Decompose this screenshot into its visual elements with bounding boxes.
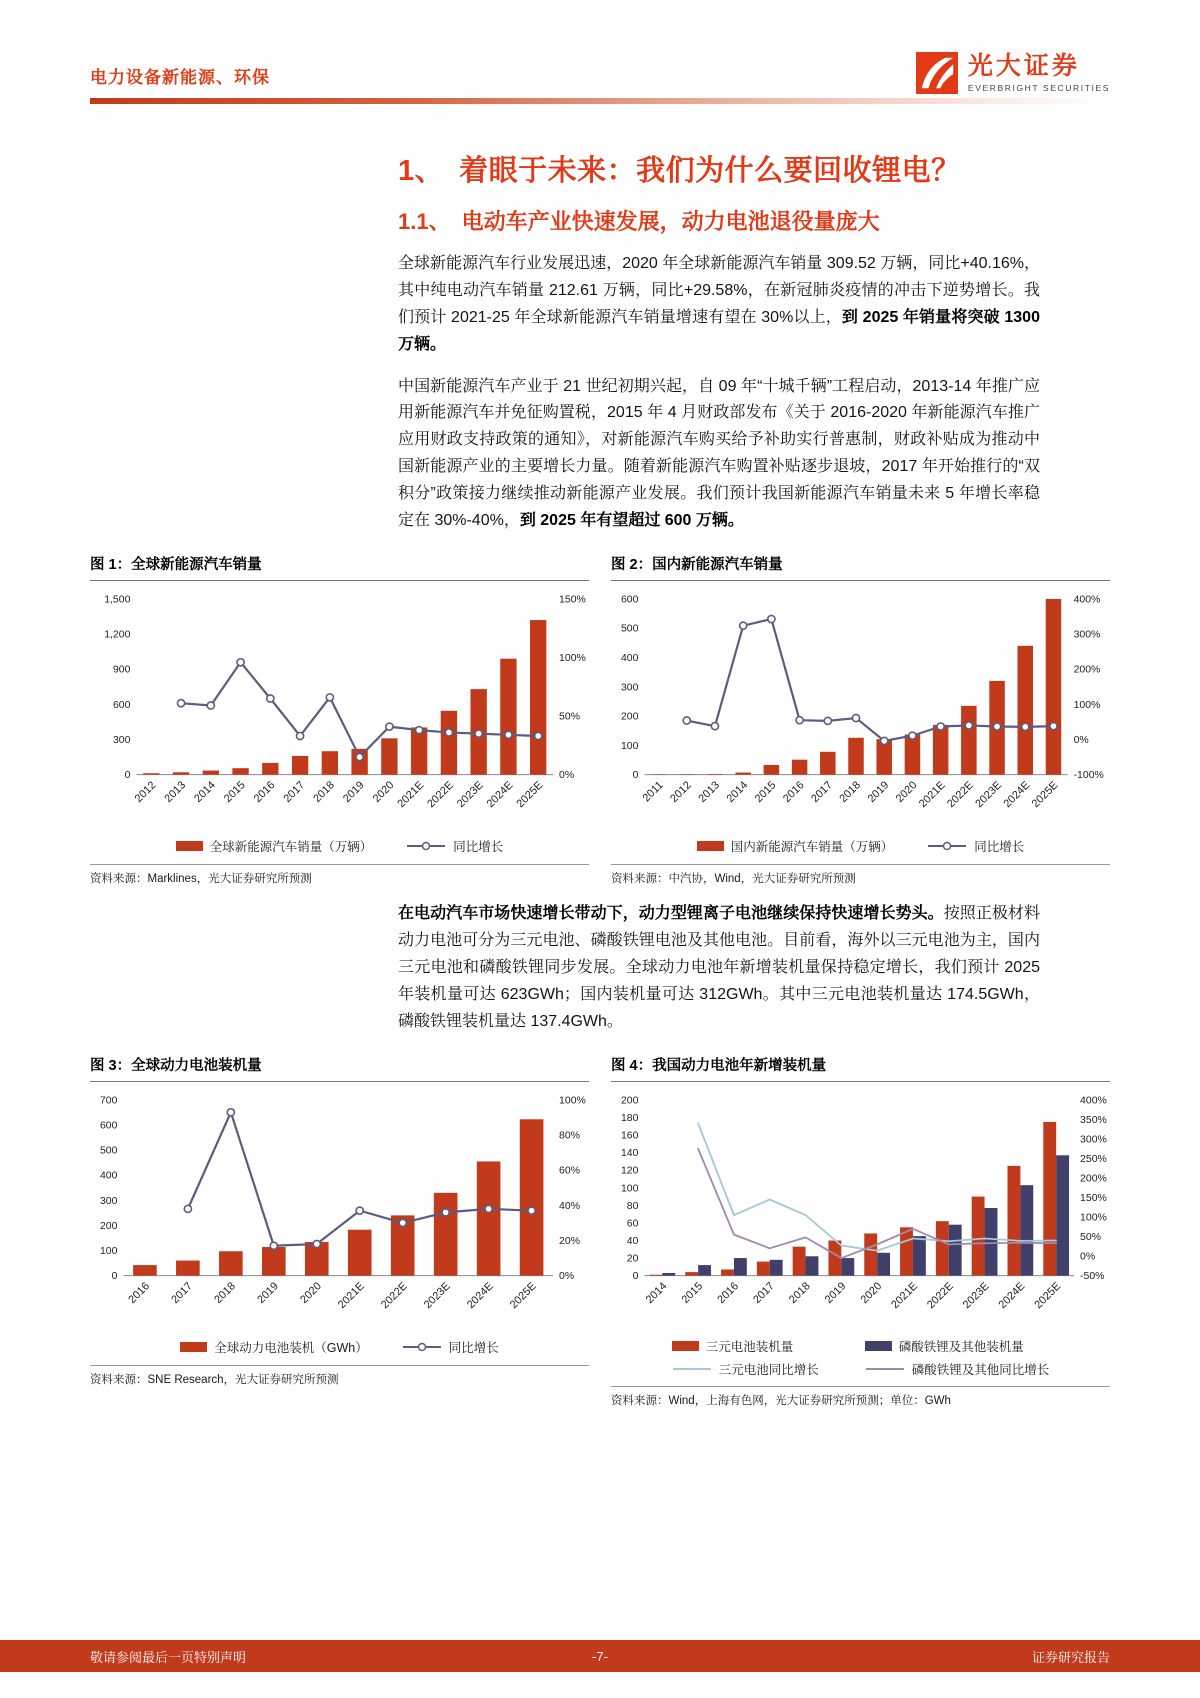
- svg-text:2021E: 2021E: [395, 778, 427, 810]
- svg-text:200: 200: [99, 1220, 118, 1232]
- legend-item: [180, 1338, 367, 1356]
- legend-label: 同比增长: [974, 840, 1025, 855]
- svg-text:1,500: 1,500: [104, 594, 131, 606]
- legend-item: [865, 1337, 1050, 1355]
- svg-text:60: 60: [626, 1218, 639, 1230]
- svg-text:2020: 2020: [893, 778, 920, 805]
- figure-4-legend: [611, 1337, 1110, 1378]
- svg-text:700: 700: [99, 1095, 118, 1107]
- figure-row-2: [90, 1054, 1110, 1409]
- svg-text:2019: 2019: [865, 778, 892, 805]
- figure-1: [90, 553, 589, 887]
- figure-3-chart: [90, 1086, 589, 1336]
- figure-4-caption: 图 4：我国动力电池年新增装机量: [611, 1054, 1110, 1082]
- svg-text:400%: 400%: [1073, 594, 1101, 606]
- legend-label: 同比增长: [453, 840, 504, 855]
- svg-text:200: 200: [620, 711, 639, 723]
- legend-item: [176, 837, 373, 855]
- svg-text:-100%: -100%: [1073, 769, 1104, 781]
- figure-1-legend: [90, 836, 589, 856]
- svg-text:0: 0: [632, 1270, 639, 1282]
- svg-text:2024E: 2024E: [464, 1279, 496, 1311]
- brand-name-en: EVERBRIGHT SECURITIES: [967, 82, 1110, 93]
- svg-text:2025E: 2025E: [1032, 1279, 1064, 1311]
- svg-text:2024E: 2024E: [996, 1279, 1028, 1311]
- figure-1-caption: 图 1：全球新能源汽车销量: [90, 553, 589, 581]
- figure-3: [90, 1054, 589, 1409]
- report-body: [90, 148, 1110, 1408]
- svg-text:300: 300: [112, 734, 131, 746]
- section-title: 1、 着眼于未来：我们为什么要回收锂电？: [398, 155, 961, 187]
- svg-text:2013: 2013: [162, 778, 189, 805]
- figure-2: [611, 553, 1110, 887]
- svg-text:200%: 200%: [1073, 664, 1101, 676]
- legend-line-swatch: [672, 1363, 712, 1375]
- svg-text:2022E: 2022E: [945, 778, 976, 810]
- svg-text:2023E: 2023E: [960, 1279, 992, 1311]
- svg-text:2015: 2015: [221, 778, 248, 805]
- svg-text:150%: 150%: [559, 594, 586, 606]
- svg-text:200%: 200%: [1080, 1173, 1107, 1185]
- figure-1-chart: [90, 585, 589, 835]
- legend-label: 同比增长: [448, 1341, 499, 1356]
- svg-text:80%: 80%: [559, 1130, 581, 1142]
- svg-text:2020: 2020: [858, 1279, 885, 1306]
- legend-line-swatch: [927, 840, 967, 852]
- figure-2-source: 资料来源：中汽协，Wind，光大证券研究所预测: [611, 864, 1110, 886]
- text-column: [398, 148, 1040, 535]
- legend-label: 全球新能源汽车销量（万辆）: [209, 840, 373, 855]
- svg-text:0%: 0%: [1080, 1251, 1096, 1263]
- svg-text:2014: 2014: [643, 1279, 670, 1306]
- svg-text:2020: 2020: [298, 1279, 324, 1306]
- svg-text:20: 20: [626, 1253, 639, 1265]
- svg-text:50%: 50%: [1080, 1231, 1102, 1243]
- svg-text:2021E: 2021E: [889, 1279, 921, 1311]
- footer-report-type: 证券研究报告: [1031, 1649, 1110, 1665]
- svg-text:2018: 2018: [786, 1279, 813, 1306]
- svg-text:2023E: 2023E: [454, 778, 486, 810]
- svg-text:2023E: 2023E: [973, 778, 1005, 810]
- svg-text:2020: 2020: [370, 778, 397, 805]
- svg-text:2022E: 2022E: [425, 778, 457, 810]
- svg-text:2011: 2011: [640, 778, 666, 805]
- legend-label: 国内新能源汽车销量（万辆）: [730, 840, 894, 855]
- svg-text:300: 300: [99, 1195, 118, 1207]
- legend-label: 磷酸铁锂及其他同比增长: [911, 1363, 1050, 1378]
- figure-2-caption: 图 2：国内新能源汽车销量: [611, 553, 1110, 581]
- figure-3-caption: 图 3：全球动力电池装机量: [90, 1054, 589, 1082]
- svg-text:60%: 60%: [559, 1165, 581, 1177]
- svg-text:600: 600: [620, 594, 639, 606]
- svg-text:0%: 0%: [1073, 734, 1089, 746]
- svg-text:100%: 100%: [1080, 1212, 1107, 1224]
- svg-text:300%: 300%: [1073, 629, 1101, 641]
- svg-text:-50%: -50%: [1080, 1270, 1105, 1282]
- svg-text:2016: 2016: [780, 778, 807, 805]
- svg-text:2024E: 2024E: [484, 778, 516, 810]
- svg-text:400%: 400%: [1080, 1095, 1107, 1107]
- page-header: [90, 0, 1110, 104]
- svg-text:2012: 2012: [132, 778, 159, 805]
- svg-text:0%: 0%: [559, 769, 575, 781]
- legend-item: [697, 837, 894, 855]
- svg-text:1,200: 1,200: [104, 629, 131, 641]
- figure-3-legend: [90, 1337, 589, 1357]
- subsection-title: 1.1、 电动车产业快速发展，动力电池退役量庞大: [398, 209, 880, 234]
- figure-row-1: [90, 553, 1110, 887]
- svg-text:100%: 100%: [1073, 699, 1101, 711]
- svg-text:200: 200: [620, 1095, 639, 1107]
- paragraph-china-nev: 中国新能源汽车产业于 21 世纪初期兴起，自 09 年“十城千辆”工程启动，2013-14 年推广应用新能源汽车并免征购置税，2015 年 4 月财政部发布《关于 2016-2020 年新能源汽车推广应用财政支持政策的通知》，对新能源汽车购买给予补助实行普惠制，财政补贴成为推动中国新能源产业的主要增长力量。随着新能源汽车购置补贴逐步退坡，2017 年开始推行的“双积分”政策接力继续推动新能源产业发展。我们预计我国新能源汽车销量未来 5 年增长率稳定在 30%-40%，到 2025 年有望超过 600 万辆。: [398, 377, 1040, 529]
- svg-text:2012: 2012: [668, 778, 694, 805]
- figure-2-legend: [611, 836, 1110, 856]
- legend-line-swatch: [865, 1363, 905, 1375]
- svg-text:100%: 100%: [559, 1095, 586, 1107]
- svg-text:50%: 50%: [559, 711, 581, 723]
- legend-label: 三元电池装机量: [705, 1340, 794, 1355]
- svg-text:160: 160: [620, 1130, 639, 1142]
- svg-text:2021E: 2021E: [916, 778, 948, 810]
- svg-text:40%: 40%: [559, 1200, 581, 1212]
- svg-text:2016: 2016: [715, 1279, 742, 1306]
- svg-text:300%: 300%: [1080, 1134, 1107, 1146]
- svg-text:600: 600: [112, 699, 131, 711]
- figure-4-chart: [611, 1086, 1110, 1336]
- svg-text:2014: 2014: [724, 778, 751, 805]
- svg-text:2015: 2015: [679, 1279, 706, 1306]
- svg-text:2025E: 2025E: [1029, 778, 1061, 810]
- svg-text:140: 140: [620, 1147, 639, 1159]
- svg-text:2018: 2018: [311, 778, 337, 805]
- svg-text:900: 900: [112, 664, 131, 676]
- paragraph-battery: 在电动汽车市场快速增长带动下，动力型锂离子电池继续保持快速增长势头。按照正极材料动力电池可分为三元电池、磷酸铁锂电池及其他电池。目前看，海外以三元电池为主，国内三元电池和磷酸铁锂同步发展。全球动力电池年新增装机量保持稳定增长，我们预计 2025 年装机量可达 623GWh；国内装机量可达 312GWh。其中三元电池装机量达 174.5GWh，磷酸铁锂装机量达 137.4GWh。: [398, 905, 1040, 1030]
- svg-text:2025E: 2025E: [507, 1279, 539, 1311]
- svg-text:400: 400: [99, 1170, 118, 1182]
- svg-text:180: 180: [620, 1112, 639, 1124]
- legend-item: [672, 1360, 819, 1378]
- svg-text:2013: 2013: [696, 778, 723, 805]
- svg-text:2017: 2017: [281, 778, 308, 805]
- svg-text:2016: 2016: [251, 778, 278, 805]
- legend-label: 三元电池同比增长: [718, 1363, 819, 1378]
- svg-text:0: 0: [632, 769, 639, 781]
- legend-bar-swatch: [697, 841, 724, 851]
- page-footer: [0, 1640, 1200, 1672]
- figure-3-source: 资料来源：SNE Research，光大证券研究所预测: [90, 1365, 589, 1387]
- svg-text:100: 100: [99, 1245, 118, 1257]
- svg-text:400: 400: [620, 652, 639, 664]
- svg-text:20%: 20%: [559, 1235, 581, 1247]
- svg-text:2019: 2019: [822, 1279, 849, 1306]
- legend-bar-swatch: [176, 841, 203, 851]
- legend-bar-swatch: [672, 1341, 699, 1351]
- svg-text:2014: 2014: [192, 778, 218, 805]
- svg-text:500: 500: [620, 623, 639, 635]
- legend-line-swatch: [406, 840, 446, 852]
- everbright-logo-icon: [916, 52, 958, 94]
- legend-bar-swatch: [180, 1342, 207, 1352]
- header-divider: [90, 98, 1110, 104]
- svg-text:2017: 2017: [809, 778, 835, 805]
- svg-text:120: 120: [620, 1165, 639, 1177]
- svg-text:2025E: 2025E: [514, 778, 546, 810]
- svg-text:250%: 250%: [1080, 1153, 1107, 1165]
- text-column-2: [398, 901, 1040, 1035]
- svg-text:2022E: 2022E: [378, 1279, 410, 1311]
- svg-text:2022E: 2022E: [924, 1279, 956, 1311]
- svg-text:300: 300: [620, 682, 639, 694]
- svg-text:2019: 2019: [255, 1279, 281, 1306]
- legend-item: [865, 1360, 1050, 1378]
- svg-text:0%: 0%: [559, 1270, 575, 1282]
- svg-text:2017: 2017: [169, 1279, 195, 1306]
- svg-text:0: 0: [111, 1270, 118, 1282]
- legend-bar-swatch: [865, 1341, 892, 1351]
- legend-line-swatch: [402, 1341, 442, 1353]
- legend-label: 磷酸铁锂及其他装机量: [898, 1340, 1024, 1355]
- svg-text:2016: 2016: [126, 1279, 153, 1306]
- figure-4-source: 资料来源：Wind，上海有色网，光大证券研究所预测；单位：GWh: [611, 1386, 1110, 1408]
- brand-name-cn: 光大证券: [967, 52, 1080, 81]
- svg-text:600: 600: [99, 1120, 118, 1132]
- svg-text:2023E: 2023E: [421, 1279, 453, 1311]
- brand-text: [968, 53, 1110, 93]
- svg-text:100%: 100%: [559, 652, 586, 664]
- header-row: [90, 0, 1110, 98]
- svg-text:80: 80: [626, 1200, 639, 1212]
- svg-text:100: 100: [620, 740, 639, 752]
- brand-block: [916, 52, 1110, 98]
- svg-text:2019: 2019: [340, 778, 367, 805]
- legend-item: [402, 1338, 499, 1356]
- figure-2-chart: [611, 585, 1110, 835]
- report-category: 电力设备新能源、环保: [90, 68, 270, 87]
- svg-text:350%: 350%: [1080, 1114, 1107, 1126]
- svg-text:100: 100: [620, 1182, 639, 1194]
- svg-text:0: 0: [124, 769, 131, 781]
- svg-text:40: 40: [626, 1235, 639, 1247]
- svg-text:2021E: 2021E: [335, 1279, 367, 1311]
- svg-text:2018: 2018: [837, 778, 864, 805]
- svg-text:2018: 2018: [212, 1279, 238, 1306]
- legend-label: 全球动力电池装机（GWh）: [214, 1341, 368, 1356]
- svg-text:2015: 2015: [752, 778, 779, 805]
- legend-item: [406, 837, 503, 855]
- legend-item: [672, 1337, 819, 1355]
- svg-text:150%: 150%: [1080, 1192, 1107, 1204]
- svg-text:2024E: 2024E: [1001, 778, 1033, 810]
- legend-item: [927, 837, 1024, 855]
- figure-4: [611, 1054, 1110, 1409]
- page-number: -7-: [592, 1648, 608, 1664]
- svg-text:2017: 2017: [751, 1279, 777, 1306]
- svg-text:500: 500: [99, 1145, 118, 1157]
- footer-disclaimer: 敬请参阅最后一页特别声明: [90, 1649, 247, 1665]
- paragraph-global-nev: 全球新能源汽车行业发展迅速，2020 年全球新能源汽车销量 309.52 万辆，同比+40.16%，其中纯电动汽车销量 212.61 万辆，同比+29.58%，在新冠肺炎疫情的冲击下逆势增长。我们预计 2021-25 年全球新能源汽车销量增速有望在 30%以上，到 2025 年销量将突破 1300 万辆。: [398, 255, 1040, 353]
- figure-1-source: 资料来源：Marklines，光大证券研究所预测: [90, 864, 589, 886]
